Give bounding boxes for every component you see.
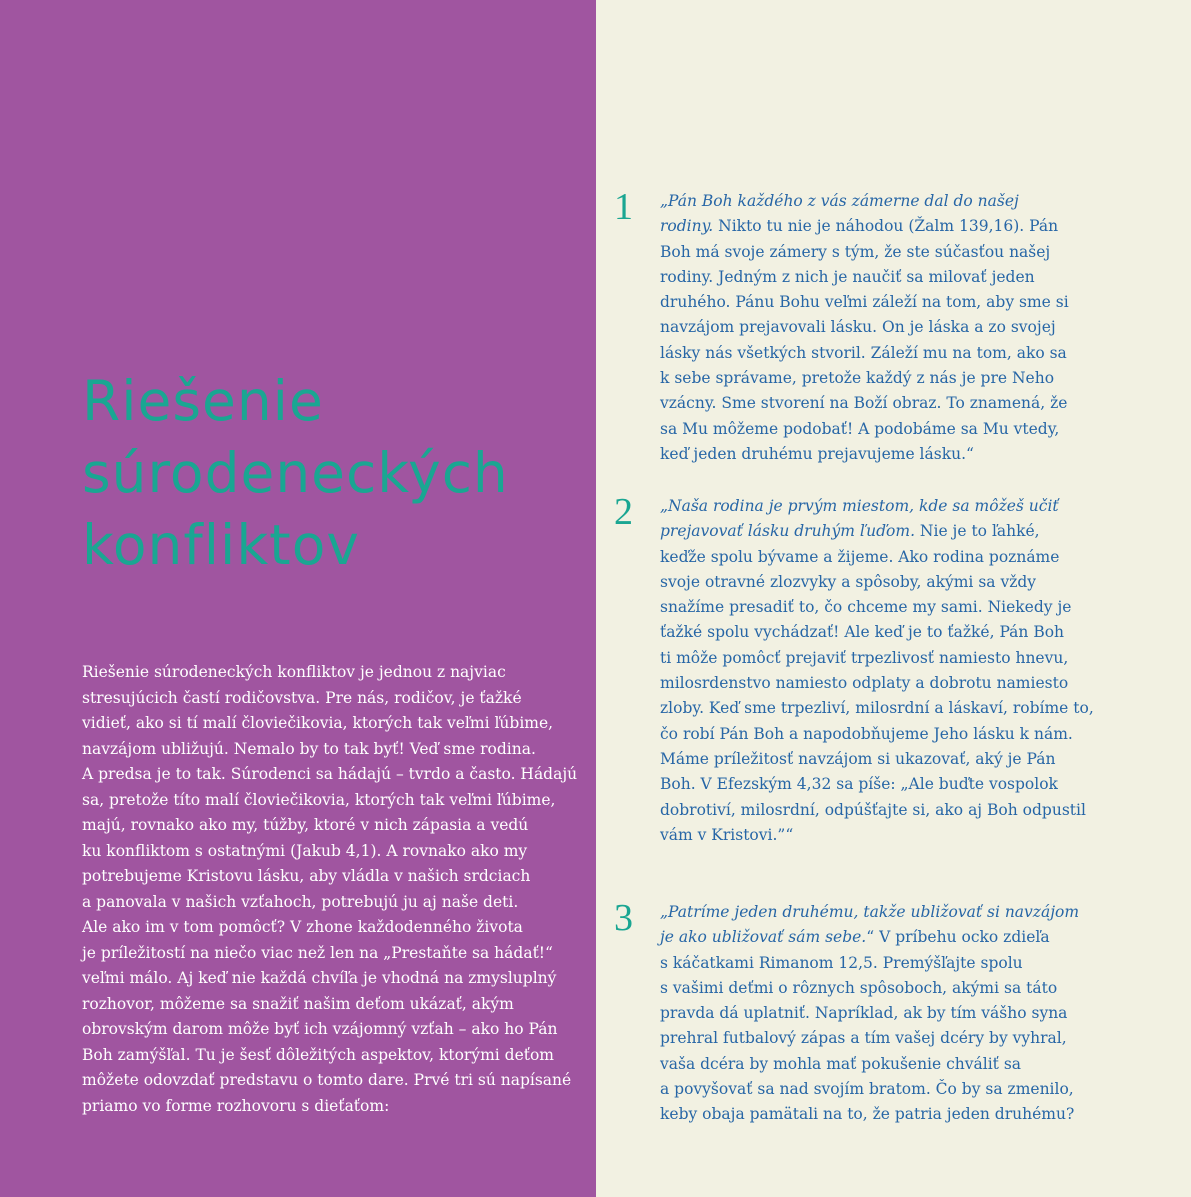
point-text (660, 494, 1180, 848)
point-line-italic: „Patríme jeden druhému, takže ubližovať si navzájom (660, 903, 1080, 921)
point-line (660, 900, 1180, 925)
point-line (660, 366, 1180, 391)
point-line (660, 620, 1180, 645)
intro-line: ku konfliktom s ostatnými (Jakub 4,1). A rovnako ako my (82, 841, 528, 860)
point-number: 3 (614, 897, 633, 939)
intro-line: potrebujeme Kristovu lásku, aby vládla v našich srdciach (82, 867, 531, 885)
point-line (660, 1026, 1180, 1051)
point-line (660, 240, 1180, 265)
point-line (660, 696, 1180, 721)
point-line (660, 189, 1180, 214)
title-line: konfliktov (82, 513, 360, 577)
intro-line: A predsa je to tak. Súrodenci sa hádajú – tvrdo a často. Hádajú (82, 765, 578, 783)
intro-line: obrovským darom môže byť ich vzájomný vzťah – ako ho Pán (82, 1020, 558, 1038)
point-line-normal: snažíme presadiť to, čo chceme my sami. Niekedy je (660, 598, 1072, 617)
point-number: 2 (614, 491, 633, 533)
point-line (660, 823, 1180, 848)
point-line (660, 214, 1180, 239)
point-line (660, 798, 1180, 823)
point-line-italic: rodiny. (660, 217, 714, 236)
point-line-normal: dobrotiví, milosrdní, odpúšťajte si, ako aj Boh odpustil (660, 800, 1086, 819)
point-line (660, 315, 1180, 340)
intro-line: rozhovor, môžeme sa snažiť našim deťom ukázať, akým (82, 994, 514, 1013)
point-line-normal: s vašimi deťmi o rôznych spôsoboch, akými sa táto (660, 978, 1058, 997)
point-line-normal: sa Mu môžeme podobať! A podobáme sa Mu vtedy, (660, 419, 1060, 438)
intro-line: a panovala v našich vzťahoch, potrebujú ju aj naše deti. (82, 892, 519, 911)
intro-line: navzájom ubližujú. Nemalo by to tak byť! Veď sme rodina. (82, 739, 536, 758)
intro-line: môžete odovzdať predstavu o tomto dare. Prvé tri sú napísané (82, 1071, 572, 1089)
point-line (660, 925, 1180, 950)
intro-paragraph (82, 660, 582, 1119)
page-title (82, 365, 552, 581)
intro-line: priamo vo forme rozhovoru s dieťaťom: (82, 1096, 390, 1115)
point-line-normal: pravda dá uplatniť. Napríklad, ak by tím vášho syna (660, 1004, 1068, 1023)
point-line-normal: Boh. V Efezským 4,32 sa píše: „Ale buďte vospolok (660, 775, 1058, 794)
point-line (660, 1077, 1180, 1102)
intro-line: je príležitostí na niečo viac než len na „Prestaňte sa hádať!“ (82, 943, 553, 962)
point-line-italic: prejavovať lásku druhým ľuďom. (660, 522, 915, 541)
point-line-normal: Nie je to ľahké, (915, 522, 1040, 541)
point-line (660, 1052, 1180, 1077)
point-line-normal: “ V príbehu ocko zdieľa (866, 928, 1050, 947)
intro-line: Ale ako im v tom pomôcť? V zhone každodenného života (82, 918, 523, 936)
point-line (660, 772, 1180, 797)
point-line-normal: prehral futbalový zápas a tím vašej dcéry by vyhral, (660, 1029, 1067, 1048)
point-line (660, 747, 1180, 772)
point-line (660, 951, 1180, 976)
point-line (660, 976, 1180, 1001)
point-line (660, 341, 1180, 366)
point-line (660, 646, 1180, 671)
point-line (660, 595, 1180, 620)
point-line-italic: je ako ubližovať sám sebe. (660, 928, 867, 947)
point-line (660, 290, 1180, 315)
intro-line: Boh zamýšľal. Tu je šesť dôležitých aspektov, ktorými deťom (82, 1045, 555, 1064)
point-line (660, 265, 1180, 290)
point-line (660, 1001, 1180, 1026)
point-line-normal: k sebe správame, pretože každý z nás je pre Neho (660, 369, 1055, 388)
title-line: súrodeneckých (82, 441, 509, 505)
point-line (660, 570, 1180, 595)
point-line-normal: milosrdenstvo namiesto odplaty a dobrotu namiesto (660, 674, 1069, 693)
point-line-italic: „Naša rodina je prvým miestom, kde sa môžeš učiť (660, 497, 1059, 515)
point-line-normal: Máme príležitosť navzájom si ukazovať, aký je Pán (660, 749, 1056, 768)
point-line (660, 1102, 1180, 1127)
intro-line: majú, rovnako ako my, túžby, ktoré v nich zápasia a vedú (82, 816, 529, 834)
point-line (660, 519, 1180, 544)
intro-line: vidieť, ako si tí malí človiečikovia, ktorých tak veľmi ľúbime, (82, 714, 554, 732)
point-line-normal: čo robí Pán Boh a napodobňujeme Jeho lásku k nám. (660, 724, 1073, 743)
point-line-normal: svoje otravné zlozvyky a spôsoby, akými sa vždy (660, 572, 1037, 591)
point-line-normal: zloby. Keď sme trpezliví, milosrdní a láskaví, robíme to, (660, 699, 1094, 718)
point-line-normal: rodiny. Jedným z nich je naučiť sa milovať jeden (660, 267, 1035, 286)
point-line-normal: navzájom prejavovali lásku. On je láska a zo svojej (660, 318, 1056, 337)
intro-line: veľmi málo. Aj keď nie každá chvíľa je vhodná na zmysluplný (82, 969, 557, 987)
point-line-normal: vzácny. Sme stvorení na Boží obraz. To znamená, že (660, 394, 1068, 413)
point-number: 1 (614, 186, 633, 228)
point-line-normal: ťažké spolu vychádzať! Ale keď je to ťažké, Pán Boh (660, 623, 1065, 642)
point-line (660, 391, 1180, 416)
point-line-normal: keby obaja pamätali na to, že patria jeden druhému? (660, 1105, 1075, 1124)
intro-line: stresujúcich častí rodičovstva. Pre nás, rodičov, je ťažké (82, 688, 522, 707)
point-line (660, 494, 1180, 519)
point-text (660, 189, 1180, 467)
point-line-normal: lásky nás všetkých stvoril. Záleží mu na tom, ako sa (660, 343, 1067, 362)
point-line-normal: ti môže pomôcť prejaviť trpezlivosť namiesto hnevu, (660, 648, 1069, 667)
point-line (660, 671, 1180, 696)
point-line (660, 442, 1180, 467)
point-text (660, 900, 1180, 1128)
point-line (660, 545, 1180, 570)
point-line-normal: keďže spolu bývame a žijeme. Ako rodina poznáme (660, 547, 1060, 566)
point-line-normal: druhého. Pánu Bohu veľmi záleží na tom, aby sme si (660, 293, 1069, 312)
point-line-normal: vaša dcéra by mohla mať pokušenie chváliť sa (660, 1054, 1022, 1073)
point-line-normal: keď jeden druhému prejavujeme lásku.“ (660, 444, 974, 463)
point-line-normal: vám v Kristovi.”“ (660, 825, 794, 844)
point-line-normal: Nikto tu nie je náhodou (Žalm 139,16). Pán (713, 217, 1059, 236)
point-line (660, 417, 1180, 442)
title-line: Riešenie (82, 369, 324, 433)
point-line (660, 722, 1180, 747)
intro-line: Riešenie súrodeneckých konfliktov je jednou z najviac (82, 663, 506, 681)
point-line-italic: „Pán Boh každého z vás zámerne dal do našej (660, 192, 1019, 210)
intro-line: sa, pretože títo malí človiečikovia, ktorých tak veľmi ľúbime, (82, 790, 556, 809)
point-line-normal: Boh má svoje zámery s tým, že ste súčasťou našej (660, 242, 1051, 261)
point-line-normal: s káčatkami Rimanom 12,5. Premýšľajte spolu (660, 953, 1023, 972)
point-line-normal: a povyšovať sa nad svojím bratom. Čo by sa zmenilo, (660, 1080, 1074, 1099)
